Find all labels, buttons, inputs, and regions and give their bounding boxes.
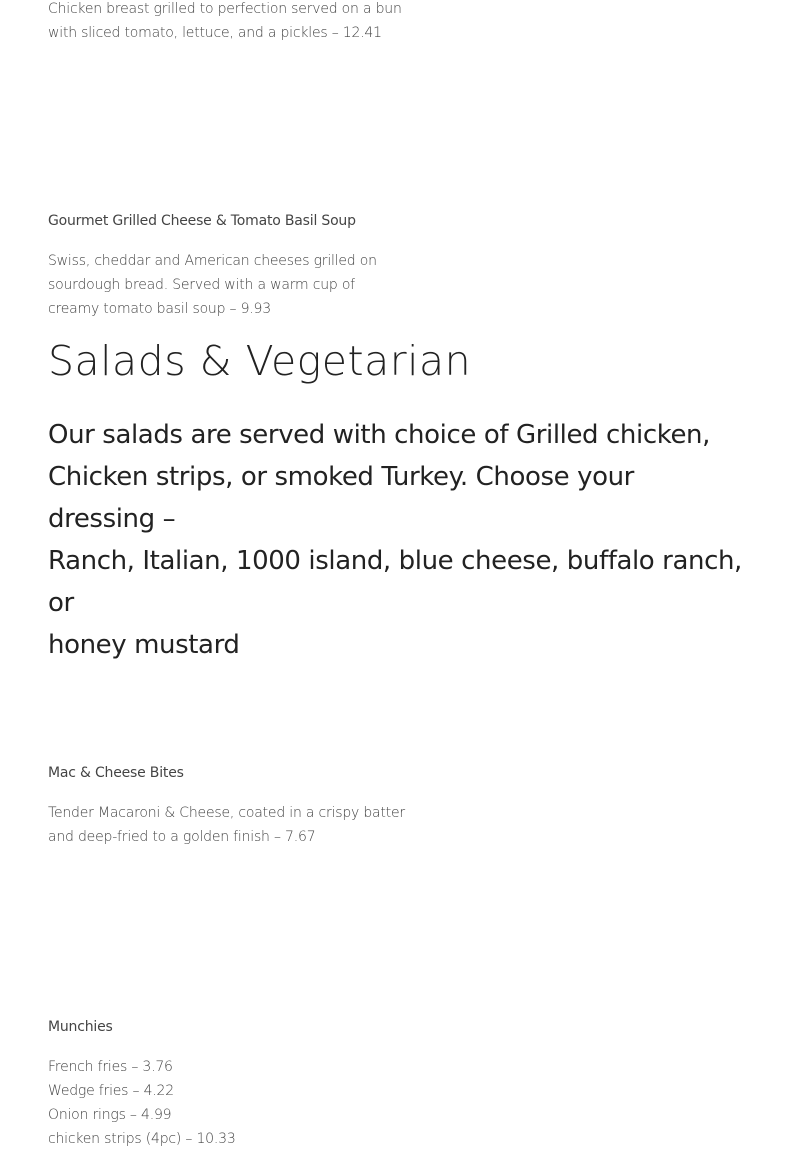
mac-cheese-description — [48, 801, 428, 849]
description-line: creamy tomato basil soup – 9.93 — [48, 301, 271, 317]
munchies-list — [48, 1055, 408, 1151]
description-line: sourdough bread. Served with a warm cup of — [48, 277, 355, 293]
intro-line: Chicken strips, or smoked Turkey. Choose your dressing – — [48, 462, 634, 534]
grilled-cheese-title: Gourmet Grilled Cheese & Tomato Basil Soup — [48, 213, 356, 229]
description-line: with sliced tomato, lettuce, and a pickles – 12.41 — [48, 25, 382, 41]
intro-line: Our salads are served with choice of Grilled chicken, — [48, 420, 710, 450]
list-item: chicken strips (4pc) – 10.33 — [48, 1131, 236, 1147]
list-item: Wedge fries – 4.22 — [48, 1083, 174, 1099]
list-item: Onion rings – 4.99 — [48, 1107, 172, 1123]
munchies-title: Munchies — [48, 1019, 113, 1035]
mac-cheese-title: Mac & Cheese Bites — [48, 765, 184, 781]
intro-line: honey mustard — [48, 630, 240, 660]
chicken-sandwich-description — [48, 0, 408, 45]
section-heading-salads: Salads & Vegetarian — [48, 337, 472, 385]
description-line: Chicken breast grilled to perfection served on a bun — [48, 1, 402, 17]
list-item: French fries – 3.76 — [48, 1059, 173, 1075]
description-line: Swiss, cheddar and American cheeses grilled on — [48, 253, 377, 269]
grilled-cheese-description — [48, 249, 408, 321]
description-line: and deep-fried to a golden finish – 7.67 — [48, 829, 316, 845]
salads-intro — [48, 414, 748, 666]
intro-line: Ranch, Italian, 1000 island, blue cheese, buffalo ranch, or — [48, 546, 742, 618]
description-line: Tender Macaroni & Cheese, coated in a crispy batter — [48, 805, 405, 821]
